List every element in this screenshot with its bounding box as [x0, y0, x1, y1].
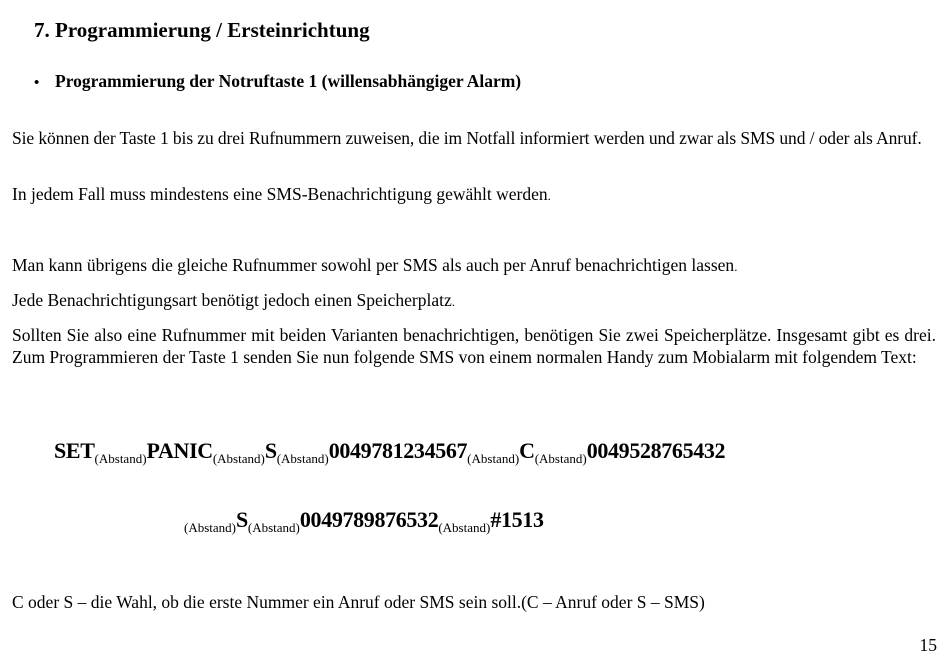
sms-keyword-set: SET [54, 438, 95, 463]
paragraph-2-text: In jedem Fall muss mindestens eine SMS-Benachrichtigung gewählt werden [12, 184, 548, 204]
sms-type-c: C [519, 438, 535, 463]
paragraph-5: Sollten Sie also eine Rufnummer mit beiden Varianten benachrichtigen, benötigen Sie zwei Speicherplätze. Insgesamt gibt es drei. Zum Programmieren der Taste 1 senden Sie nun folgende SMS von einem normalen Handy zum Mobialarm mit folgendem Text: [12, 325, 936, 367]
bullet-symbol: • [34, 75, 40, 91]
paragraph-3-period: . [734, 259, 738, 274]
sms-number-1: 0049781234567 [328, 438, 468, 463]
bullet-text: Programmierung der Notruftaste 1 (willensabhängiger Alarm) [55, 71, 522, 91]
sms-pin: #1513 [490, 507, 544, 532]
spacer-label: (Abstand) [94, 451, 147, 466]
page-number: 15 [919, 635, 937, 655]
paragraph-6: C oder S – die Wahl, ob die erste Nummer ein Anruf oder SMS sein soll.(C – Anruf oder S – SMS) [12, 592, 705, 612]
spacer-label: (Abstand) [276, 451, 329, 466]
bullet-item [34, 69, 521, 95]
sms-keyword-panic: PANIC [146, 438, 213, 463]
paragraph-3-text: Man kann übrigens die gleiche Rufnummer sowohl per SMS als auch per Anruf benachrichtigen lassen [12, 255, 735, 275]
paragraph-1: Sie können der Taste 1 bis zu drei Rufnummern zuweisen, die im Notfall informiert werden und zwar als SMS und / oder als Anruf. [12, 128, 922, 148]
paragraph-4-period: . [451, 294, 456, 309]
sms-number-2: 0049528765432 [586, 438, 726, 463]
paragraph-3 [12, 254, 936, 278]
paragraph-2 [12, 183, 936, 207]
section-heading: 7. Programmierung / Ersteinrichtung [34, 18, 370, 42]
sms-type-s: S [264, 438, 277, 463]
spacer-label: (Abstand) [534, 451, 587, 466]
paragraph-4 [12, 289, 936, 313]
spacer-label: (Abstand) [184, 520, 236, 535]
sms-command-line-2 [184, 505, 544, 543]
sms-type-s: S [236, 507, 248, 532]
paragraph-4-text: Jede Benachrichtigungsart benötigt jedoch einen Speicherplatz [12, 290, 452, 310]
spacer-label: (Abstand) [212, 451, 265, 466]
spacer-label: (Abstand) [247, 520, 300, 535]
sms-command-line-1 [54, 436, 725, 474]
sms-number-3: 0049789876532 [299, 507, 439, 532]
paragraph-2-period: . [547, 188, 551, 203]
spacer-label: (Abstand) [438, 520, 491, 535]
spacer-label: (Abstand) [467, 451, 520, 466]
